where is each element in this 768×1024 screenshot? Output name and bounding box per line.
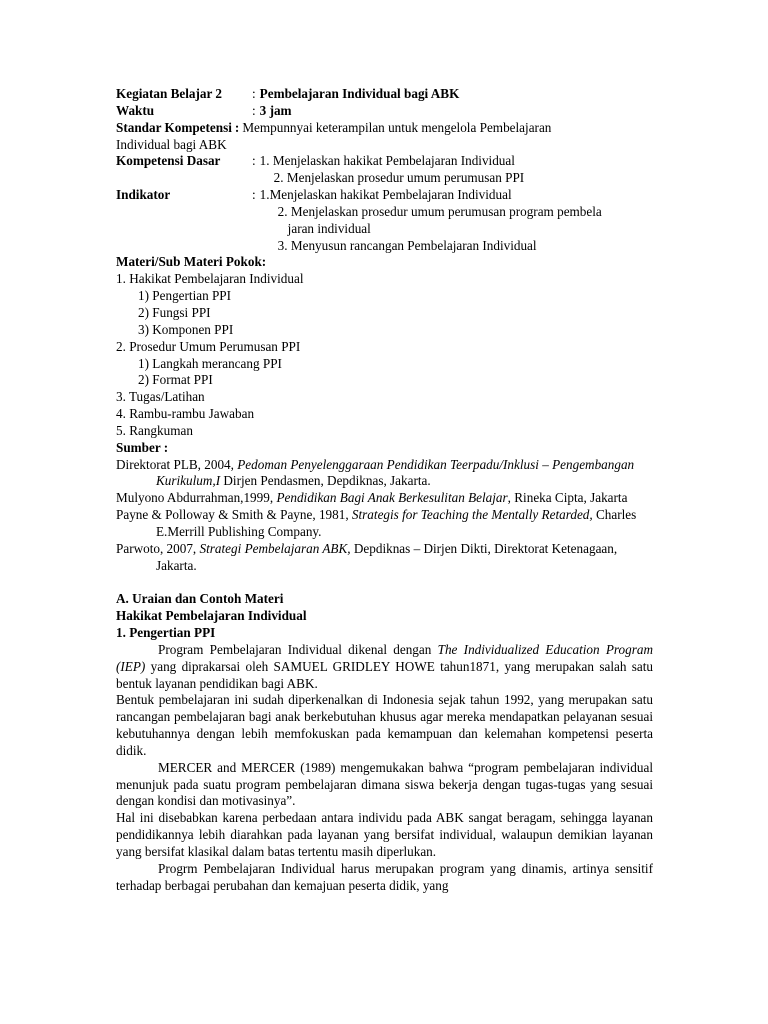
materi-item: 1) Pengertian PPI — [138, 288, 232, 304]
reference-pre: Parwoto, 2007, — [116, 540, 200, 556]
kompetensi-dasar-item: 2. Menjelaskan prosedur umum perumusan PPI — [273, 170, 525, 186]
paragraph-text: MERCER and MERCER (1989) mengemukakan bahwa “program pembelajaran individual menunjuk pada suatu program pembelajaran dimana siswa bekerja dengan tugas-tugas yang sesuai dengan kondisi dan motivasinya”. — [116, 759, 653, 809]
body-paragraph — [116, 642, 653, 693]
section-a-subheading: Hakikat Pembelajaran Individual — [116, 608, 307, 624]
materi-item: 2. Prosedur Umum Perumusan PPI — [116, 338, 301, 354]
paragraph-text: yang diprakarsai oleh SAMUEL GRIDLEY HOWE tahun1871, yang merupakan salah satu bentuk layanan pendidikan bagi ABK. — [116, 658, 653, 691]
materi-item: 1) Langkah merancang PPI — [138, 355, 282, 371]
definition-row-indikator — [116, 187, 653, 254]
definition-colon: : — [234, 119, 240, 135]
kompetensi-dasar-item: 1. Menjelaskan hakikat Pembelajaran Individual — [259, 153, 515, 169]
materi-item: 2) Format PPI — [138, 372, 213, 388]
reference-pre: Direktorat PLB, 2004, — [116, 456, 238, 472]
reference-entry — [116, 507, 653, 541]
reference-post: Dirjen Pendasmen, Depdiknas, Jakarta. — [220, 473, 431, 489]
reference-title: Pedoman Penyelenggaraan Pendidikan Teerpadu/Inklusi – Pengembangan Kurikulum,I — [156, 456, 635, 489]
definition-value-wrap: Individual bagi ABK — [116, 136, 227, 152]
definition-row-waktu — [116, 103, 653, 120]
definition-value: Pembelajaran Individual bagi ABK — [259, 86, 460, 101]
reference-title: Pendidikan Bagi Anak Berkesulitan Belajar — [276, 490, 508, 506]
definition-row-kompetensi-dasar — [116, 153, 653, 187]
definition-colon: : — [252, 102, 256, 118]
reference-post: Depdiknas – Dirjen Dikti, Direktorat Ketenagaan, Jakarta. — [156, 540, 618, 573]
definition-label: Indikator — [116, 187, 171, 203]
section-spacer — [116, 574, 653, 591]
header-definition-list — [116, 86, 653, 254]
materi-item: 3. Tugas/Latihan — [116, 389, 205, 405]
materi-item: 4. Rambu-rambu Jawaban — [116, 406, 255, 422]
materi-item: 1. Hakikat Pembelajaran Individual — [116, 271, 304, 287]
paragraph-text: Bentuk pembelajaran ini sudah diperkenalkan di Indonesia sejak tahun 1992, yang merupakan satu rancangan pembelajaran bagi anak berkebutuhan khusus agar mereka mendapatkan pelayanan sesuai kebutuhannya dengan lebih memfokuskan pada kemampuan dan kelemahan kompetensi peserta didik. — [116, 692, 653, 758]
reference-title: Strategi Pembelajaran ABK, — [199, 540, 351, 556]
reference-title: Strategis for Teaching the Mentally Retarded, — [351, 507, 593, 523]
body-paragraph — [116, 810, 653, 861]
definition-value: Mempunnyai keterampilan untuk mengelola Pembelajaran — [242, 119, 552, 135]
definition-value: 3 jam — [259, 102, 292, 118]
paragraph-text: Progrm Pembelajaran Individual harus merupakan program yang dinamis, artinya sensitif terhadap berbagai perubahan dan kemajuan peserta didik, yang — [116, 860, 653, 893]
reference-entry — [116, 457, 653, 491]
definition-label: Standar Kompetensi — [116, 119, 232, 135]
definition-label: Kegiatan Belajar 2 — [116, 86, 222, 101]
reference-post: Charles E.Merrill Publishing Company. — [156, 507, 637, 539]
definition-row-kegiatan-belajar — [116, 86, 653, 103]
indikator-item: 3. Menyusun rancangan Pembelajaran Individual — [277, 237, 537, 253]
definition-colon: : — [252, 86, 256, 101]
section-a-item-heading: 1. Pengertian PPI — [116, 625, 216, 640]
definition-label: Waktu — [116, 102, 155, 118]
materi-item: 3) Komponen PPI — [138, 321, 234, 337]
materi-item: 5. Rangkuman — [116, 422, 193, 438]
body-paragraph — [116, 760, 653, 811]
reference-pre: Payne & Polloway & Smith & Payne, 1981, — [116, 507, 352, 523]
materi-section — [116, 254, 653, 439]
reference-entry — [116, 490, 653, 507]
body-paragraph — [116, 861, 653, 895]
paragraph-emphasis: The Individualized Education Program (IEP) — [116, 641, 653, 674]
section-a-heading: A. Uraian dan Contoh Materi — [116, 591, 284, 607]
document-content — [116, 86, 653, 895]
definition-label: Kompetensi Dasar — [116, 153, 221, 169]
reference-post: , Rineka Cipta, Jakarta — [507, 490, 628, 506]
definition-value — [260, 153, 653, 187]
indikator-item: 1.Menjelaskan hakikat Pembelajaran Individual — [259, 187, 512, 203]
definition-value — [260, 187, 653, 254]
indikator-item: 2. Menjelaskan prosedur umum perumusan program pembela — [277, 203, 602, 219]
definition-colon: : — [252, 187, 256, 203]
definition-colon: : — [252, 153, 256, 169]
sumber-title: Sumber : — [116, 439, 169, 455]
indikator-item-continuation: jaran individual — [287, 220, 371, 236]
body-paragraph — [116, 692, 653, 759]
definition-row-standar-kompetensi — [116, 120, 653, 154]
materi-item: 2) Fungsi PPI — [138, 304, 211, 320]
section-a — [116, 591, 653, 894]
sumber-section — [116, 440, 653, 575]
paragraph-text: Program Pembelajaran Individual dikenal dengan — [158, 641, 438, 657]
materi-title: Materi/Sub Materi Pokok: — [116, 254, 267, 270]
paragraph-text: Hal ini disebabkan karena perbedaan antara individu pada ABK sangat beragam, sehingga layanan pendidikannya lebih diarahkan pada layanan yang bersifat individual, walaupun demikian layanan yang bersifat klasikal dalam batas tertentu masih diperlukan. — [116, 810, 653, 859]
reference-entry — [116, 541, 653, 575]
reference-pre: Mulyono Abdurrahman,1999, — [116, 490, 277, 506]
